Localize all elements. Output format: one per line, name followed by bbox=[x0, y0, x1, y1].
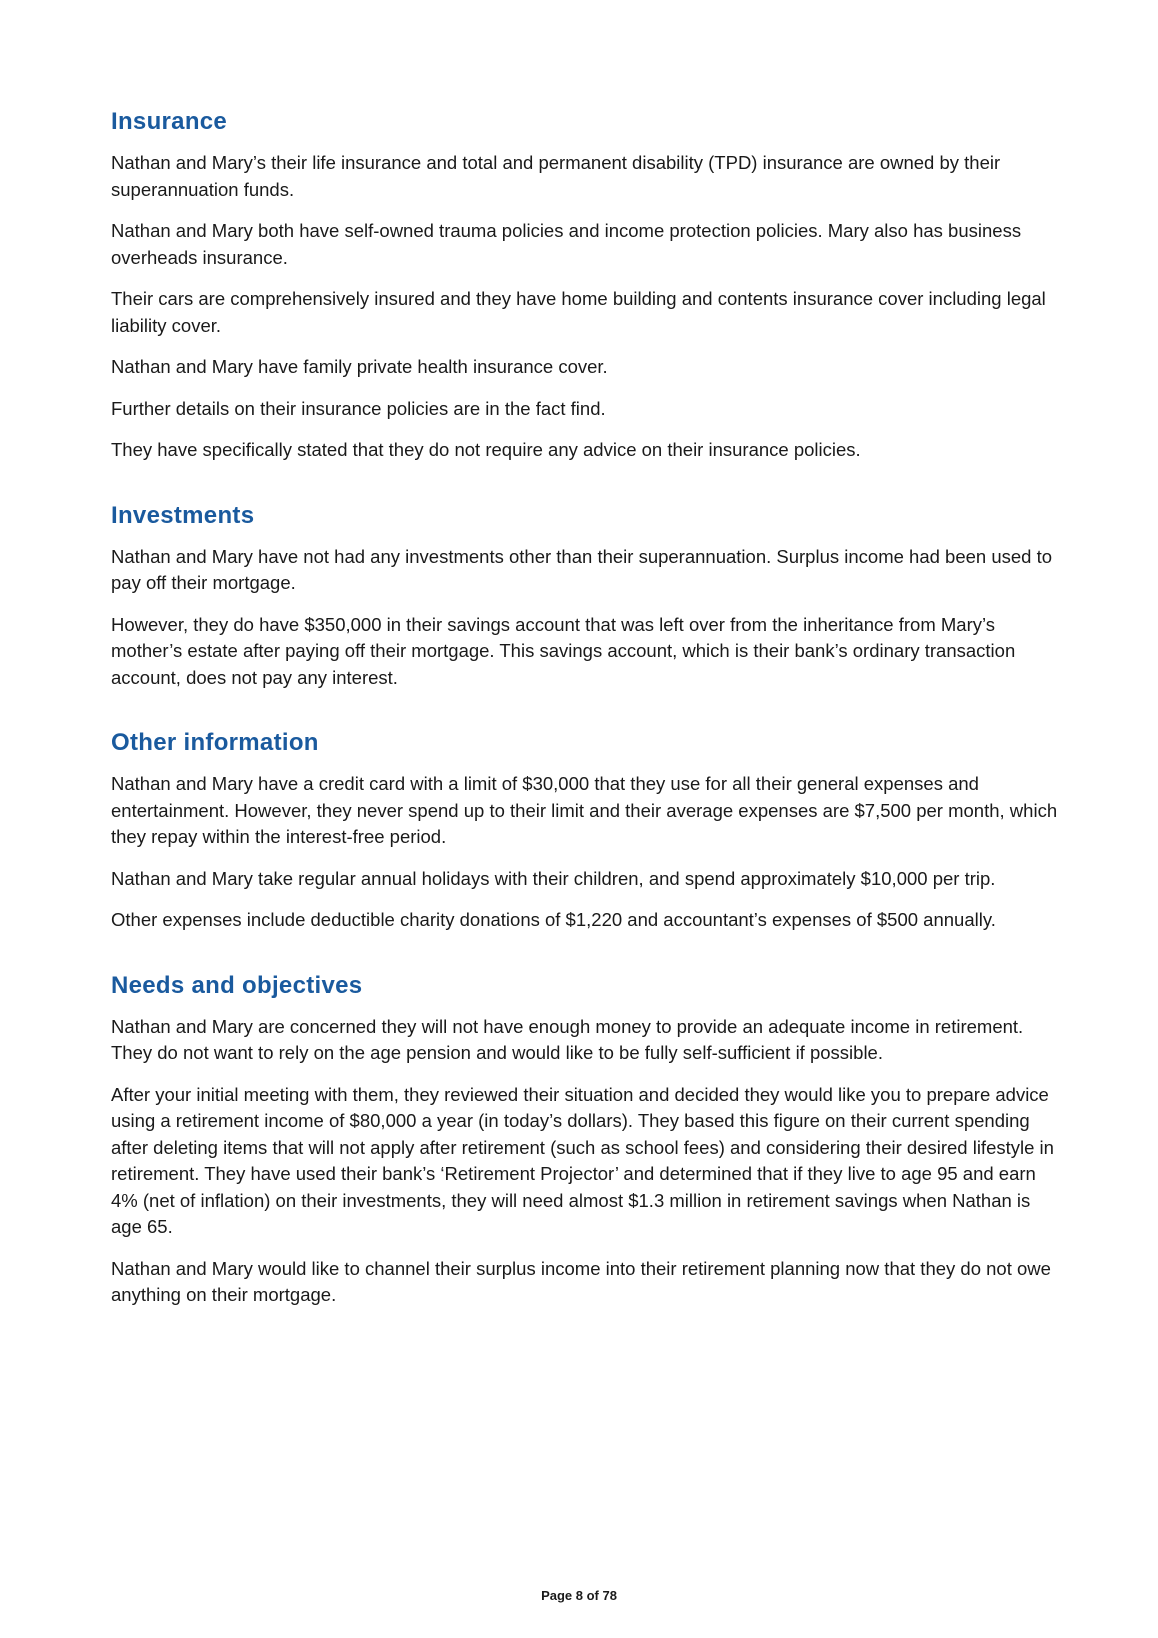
paragraph: Their cars are comprehensively insured and they have home building and contents insurance cover including legal liability cover. bbox=[111, 288, 1046, 336]
page-number: Page 8 of 78 bbox=[541, 1588, 617, 1603]
section-other-information bbox=[111, 729, 1061, 934]
paragraph: However, they do have $350,000 in their savings account that was left over from the inheritance from Mary’s mother’s estate after paying off their mortgage. This savings account, which is their bank’s ordinary transaction account, does not pay any interest. bbox=[111, 613, 1016, 688]
paragraph: Further details on their insurance policies are in the fact find. bbox=[111, 397, 606, 419]
paragraph: Nathan and Mary both have self-owned trauma policies and income protection policies. Mary also has business overheads insurance. bbox=[111, 220, 1022, 268]
paragraph: Nathan and Mary are concerned they will not have enough money to provide an adequate income in retirement. They do not want to rely on the age pension and would like to be fully self-sufficient if possible. bbox=[111, 1015, 1024, 1063]
section-heading: Investments bbox=[111, 501, 255, 529]
document-body bbox=[111, 108, 1061, 1347]
section-heading: Other information bbox=[111, 729, 319, 756]
paragraph: They have specifically stated that they do not require any advice on their insurance policies. bbox=[111, 439, 861, 460]
section-needs-and-objectives bbox=[111, 972, 1061, 1309]
section-heading: Needs and objectives bbox=[111, 971, 363, 999]
section-investments bbox=[111, 502, 1061, 692]
paragraph: Nathan and Mary’s their life insurance and total and permanent disability (TPD) insurance are owned by their superannuation funds. bbox=[111, 152, 1001, 200]
paragraph: Nathan and Mary have family private health insurance cover. bbox=[111, 356, 608, 377]
paragraph: Other expenses include deductible charity donations of $1,220 and accountant’s expenses of $500 annually. bbox=[111, 909, 996, 930]
paragraph: Nathan and Mary take regular annual holidays with their children, and spend approximately $10,000 per trip. bbox=[111, 867, 996, 889]
paragraph: After your initial meeting with them, they reviewed their situation and decided they would like you to prepare advice using a retirement income of $80,000 a year (in today’s dollars). They based this figure on their current spending after deleting items that will not apply after retirement (such as school fees) and considering their desired lifestyle in retirement. They have used their bank’s ‘Retirement Projector’ and determined that if they live to age 95 and earn 4% (net of inflation) on their investments, they will need almost $1.3 million in retirement savings when Nathan is age 65. bbox=[111, 1083, 1054, 1237]
paragraph: Nathan and Mary have a credit card with a limit of $30,000 that they use for all their general expenses and entertainment. However, they never spend up to their limit and their average expenses are $7,500 per month, which they repay within the interest-free period. bbox=[111, 773, 1058, 847]
section-insurance bbox=[111, 108, 1061, 464]
paragraph: Nathan and Mary would like to channel their surplus income into their retirement planning now that they do not owe anything on their mortgage. bbox=[111, 1257, 1051, 1305]
section-heading: Insurance bbox=[111, 108, 228, 135]
paragraph: Nathan and Mary have not had any investments other than their superannuation. Surplus income had been used to pay off their mortgage. bbox=[111, 545, 1053, 593]
